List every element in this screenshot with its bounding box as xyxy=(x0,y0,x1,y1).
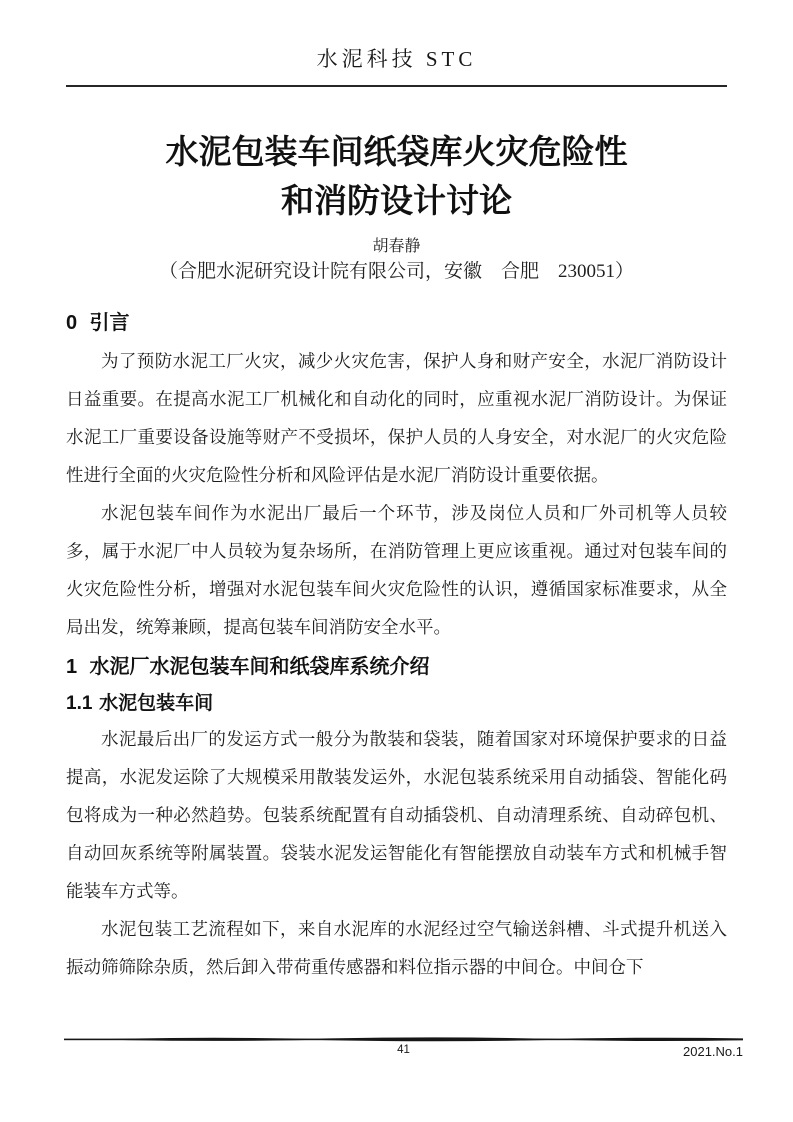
footer-rule xyxy=(64,1036,743,1043)
paragraph-intro-2: 水泥包装车间作为水泥出厂最后一个环节，涉及岗位人员和厂外司机等人员较多，属于水泥厂中人员较为复杂场所，在消防管理上更应该重视。通过对包装车间的火灾危险性分析，增强对水泥包装车间火灾危险性的认识，遵循国家标准要求，从全局出发，统筹兼顾，提高包装车间消防安全水平。 xyxy=(66,503,727,637)
article-title-line1: 水泥包装车间纸袋库火灾危险性 xyxy=(165,133,628,170)
paragraph-s1-1-2: 水泥包装工艺流程如下，来自水泥库的水泥经过空气输送斜槽、斗式提升机送入振动筛筛除杂质，然后卸入带荷重传感器和料位指示器的中间仓。中间仓下 xyxy=(66,919,727,977)
section-title: 水泥包装车间 xyxy=(99,693,214,714)
journal-name: 水泥科技 STC xyxy=(316,47,477,71)
section-heading-1 xyxy=(66,654,727,680)
issue-label: 2021.No.1 xyxy=(683,1044,743,1059)
page-number: 41 xyxy=(397,1044,410,1056)
article-title xyxy=(66,127,727,225)
section-heading-intro xyxy=(66,310,727,336)
paragraph-s1-1-1: 水泥最后出厂的发运方式一般分为散装和袋装，随着国家对环境保护要求的日益提高，水泥发运除了大规模采用散装发运外，水泥包装系统采用自动插袋、智能化码包将成为一种必然趋势。包装系统配置有自动插袋机、自动清理系统、自动碎包机、自动回灰系统等附属装置。袋装水泥发运智能化有智能摆放自动装车方式和机械手智能装车方式等。 xyxy=(66,729,727,901)
section-number: 1.1 xyxy=(66,693,93,714)
author-name: 胡春静 xyxy=(372,238,421,255)
section-number: 1 xyxy=(66,656,78,678)
section-title: 引言 xyxy=(89,312,130,334)
paragraph-intro-1: 为了预防水泥工厂火灾，减少火灾危害，保护人身和财产安全，水泥厂消防设计日益重要。在提高水泥工厂机械化和自动化的同时，应重视水泥厂消防设计。为保证水泥工厂重要设备设施等财产不受损坏，保护人员的人身安全，对水泥厂的火灾危险性进行全面的火灾危险性分析和风险评估是水泥厂消防设计重要依据。 xyxy=(66,351,727,485)
section-heading-1-1 xyxy=(66,692,727,716)
footer-row xyxy=(64,1044,743,1062)
section-number: 0 xyxy=(66,312,78,334)
header-rule xyxy=(66,85,727,87)
page-footer xyxy=(64,1036,743,1062)
author-affiliation: （合肥水泥研究设计院有限公司，安徽 合肥 230051） xyxy=(158,261,634,282)
section-title: 水泥厂水泥包装车间和纸袋库系统介绍 xyxy=(89,656,430,678)
article-title-line2: 和消防设计讨论 xyxy=(281,182,512,219)
